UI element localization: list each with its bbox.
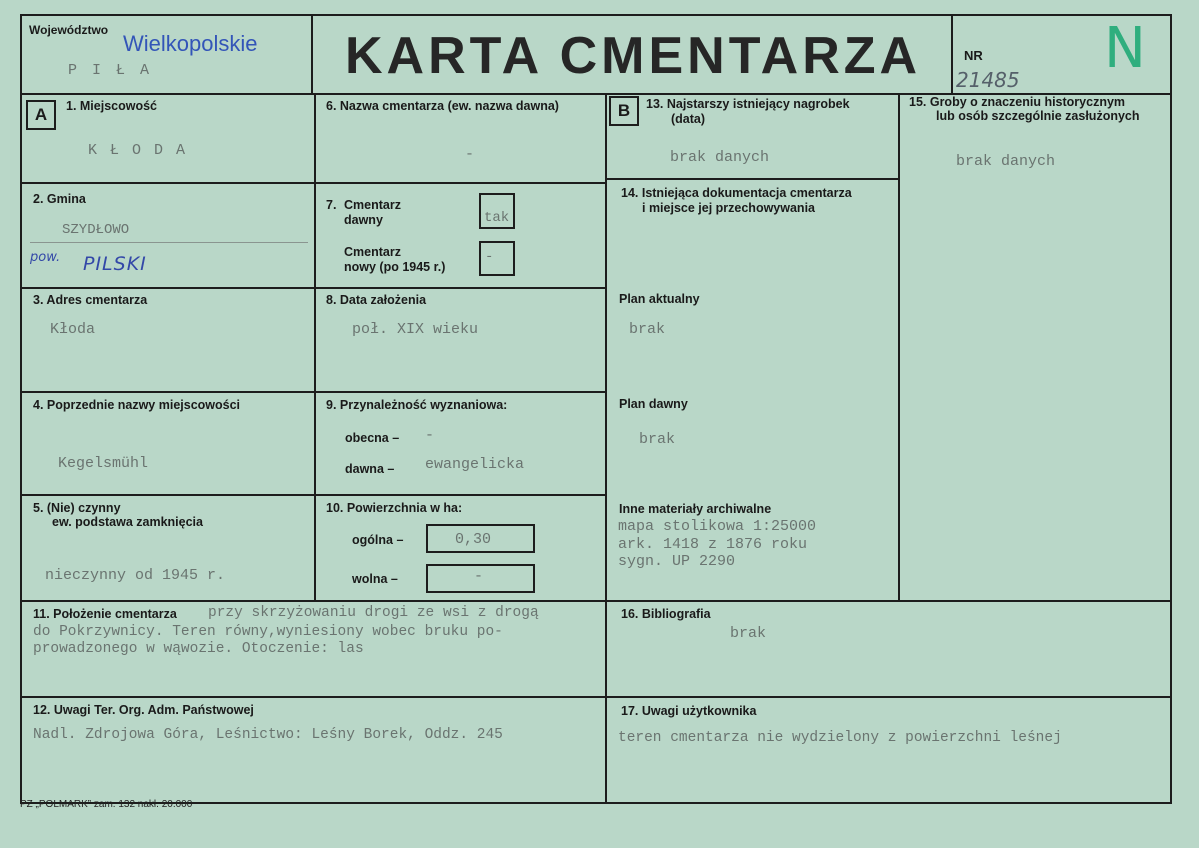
wojewodztwo-stamp: Wielkopolskie [123, 31, 258, 56]
field-7-dawny-label-1: Cmentarz [344, 198, 401, 212]
inne-materialy-line-1: mapa stolikowa 1:25000 [618, 518, 817, 535]
field-11-line-2: do Pokrzywnicy. Teren równy,wyniesiony wobec bruku po- [33, 624, 503, 640]
field-6-label: 6. Nazwa cmentarza (ew. nazwa dawna) [326, 99, 559, 113]
field-9-label: 9. Przynależność wyznaniowa: [326, 398, 508, 412]
field-7-nowy-value: - [485, 249, 494, 265]
field-9-obecna-value: - [425, 427, 435, 444]
field-2-underline [30, 242, 308, 243]
row-line-left-4 [20, 494, 607, 496]
row-line-left-1 [20, 182, 607, 184]
field-9-dawna-value: ewangelicka [425, 456, 525, 473]
card-title: KARTA CMENTARZA [345, 27, 922, 85]
field-7-nowy-label-1: Cmentarz [344, 245, 401, 259]
inne-materialy-line-2: ark. 1418 z 1876 roku [618, 536, 808, 553]
row-line-full-1 [20, 600, 1172, 602]
nr-label: NR [964, 48, 983, 63]
wojewodztwo-label: Województwo [29, 23, 109, 37]
field-7-nowy-label-2: nowy (po 1945 r.) [344, 260, 446, 274]
row-line-left-3 [20, 391, 607, 393]
inne-materialy-line-3: sygn. UP 2290 [618, 553, 736, 570]
field-7-dawny-label-2: dawny [344, 213, 383, 227]
field-13-label-2: (data) [671, 112, 706, 126]
header-vline-1 [311, 14, 313, 94]
field-10-ogolna-label: ogólna – [352, 533, 404, 547]
section-b-box: B [609, 96, 639, 126]
field-15-label-1: 15. Groby o znaczeniu historycznym [909, 95, 1126, 109]
field-7-dawny-value: tak [484, 210, 510, 226]
field-5-value: nieczynny od 1945 r. [45, 567, 226, 584]
field-12-label: 12. Uwagi Ter. Org. Adm. Państwowej [33, 703, 254, 717]
field-13-label-1: 13. Najstarszy istniejący nagrobek [646, 97, 850, 111]
powiat-prefix: pow. [30, 250, 61, 265]
plan-aktualny-label: Plan aktualny [619, 292, 700, 306]
plan-dawny-label: Plan dawny [619, 397, 688, 411]
field-3-value: Kłoda [50, 321, 96, 338]
field-17-value: teren cmentarza nie wydzielony z powierzchni leśnej [618, 730, 1062, 746]
section-a-box: A [26, 100, 56, 130]
nr-number: 21485 [956, 68, 1020, 92]
field-9-obecna-label: obecna – [345, 431, 400, 445]
powiat-value: PILSKI [83, 253, 147, 275]
plan-dawny-value: brak [639, 431, 676, 448]
field-4-value: Kegelsmühl [58, 455, 149, 472]
field-8-value: poł. XIX wieku [352, 321, 479, 338]
plan-aktualny-value: brak [629, 321, 666, 338]
field-11-line-1: przy skrzyżowaniu drogi ze wsi z drogą [208, 605, 539, 621]
field-7-prefix: 7. [326, 198, 337, 212]
row-line-b-1 [605, 178, 899, 180]
nr-letter: N [1104, 16, 1146, 81]
field-5-label-1: 5. (Nie) czynny [33, 501, 121, 515]
field-15-label-2: lub osób szczególnie zasłużonych [936, 109, 1140, 123]
header-vline-2 [951, 14, 953, 94]
field-2-label: 2. Gmina [33, 192, 86, 206]
region-typed: P I Ł A [68, 62, 153, 79]
field-10-label: 10. Powierzchnia w ha: [326, 501, 463, 515]
row-line-left-2 [20, 287, 607, 289]
field-8-label: 8. Data założenia [326, 293, 427, 307]
field-3-label: 3. Adres cmentarza [33, 293, 148, 307]
print-footer: PZ „POLMARK” zam. 132 nakł. 20.000 [20, 799, 193, 810]
field-17-label: 17. Uwagi użytkownika [621, 704, 757, 718]
field-1-label: 1. Miejscowość [66, 99, 158, 113]
inne-materialy-label: Inne materiały archiwalne [619, 502, 772, 516]
field-14-label-1: 14. Istniejąca dokumentacja cmentarza [621, 186, 852, 200]
field-16-label: 16. Bibliografia [621, 607, 711, 621]
col-divider-3 [898, 93, 900, 601]
field-12-value: Nadl. Zdrojowa Góra, Leśnictwo: Leśny Borek, Oddz. 245 [33, 727, 503, 743]
field-10-wolna-value: - [474, 568, 484, 585]
field-4-label: 4. Poprzednie nazwy miejscowości [33, 398, 241, 412]
field-14-label-2: i miejsce jej przechowywania [642, 201, 815, 215]
field-11-line-3: prowadzonego w wąwozie. Otoczenie: las [33, 641, 364, 657]
field-2-value: SZYDŁOWO [62, 222, 130, 238]
field-13-value: brak danych [670, 149, 770, 166]
field-5-label-2: ew. podstawa zamknięcia [52, 515, 203, 529]
field-16-value: brak [730, 625, 767, 642]
field-10-ogolna-value: 0,30 [455, 531, 492, 548]
field-10-wolna-label: wolna – [352, 572, 398, 586]
col-divider-1 [314, 93, 316, 601]
field-6-value: - [465, 146, 475, 163]
field-15-value: brak danych [956, 153, 1056, 170]
field-1-value: K Ł O D A [88, 142, 188, 159]
field-9-dawna-label: dawna – [345, 462, 395, 476]
field-11-label: 11. Położenie cmentarza [33, 607, 177, 621]
row-line-full-2 [20, 696, 1172, 698]
